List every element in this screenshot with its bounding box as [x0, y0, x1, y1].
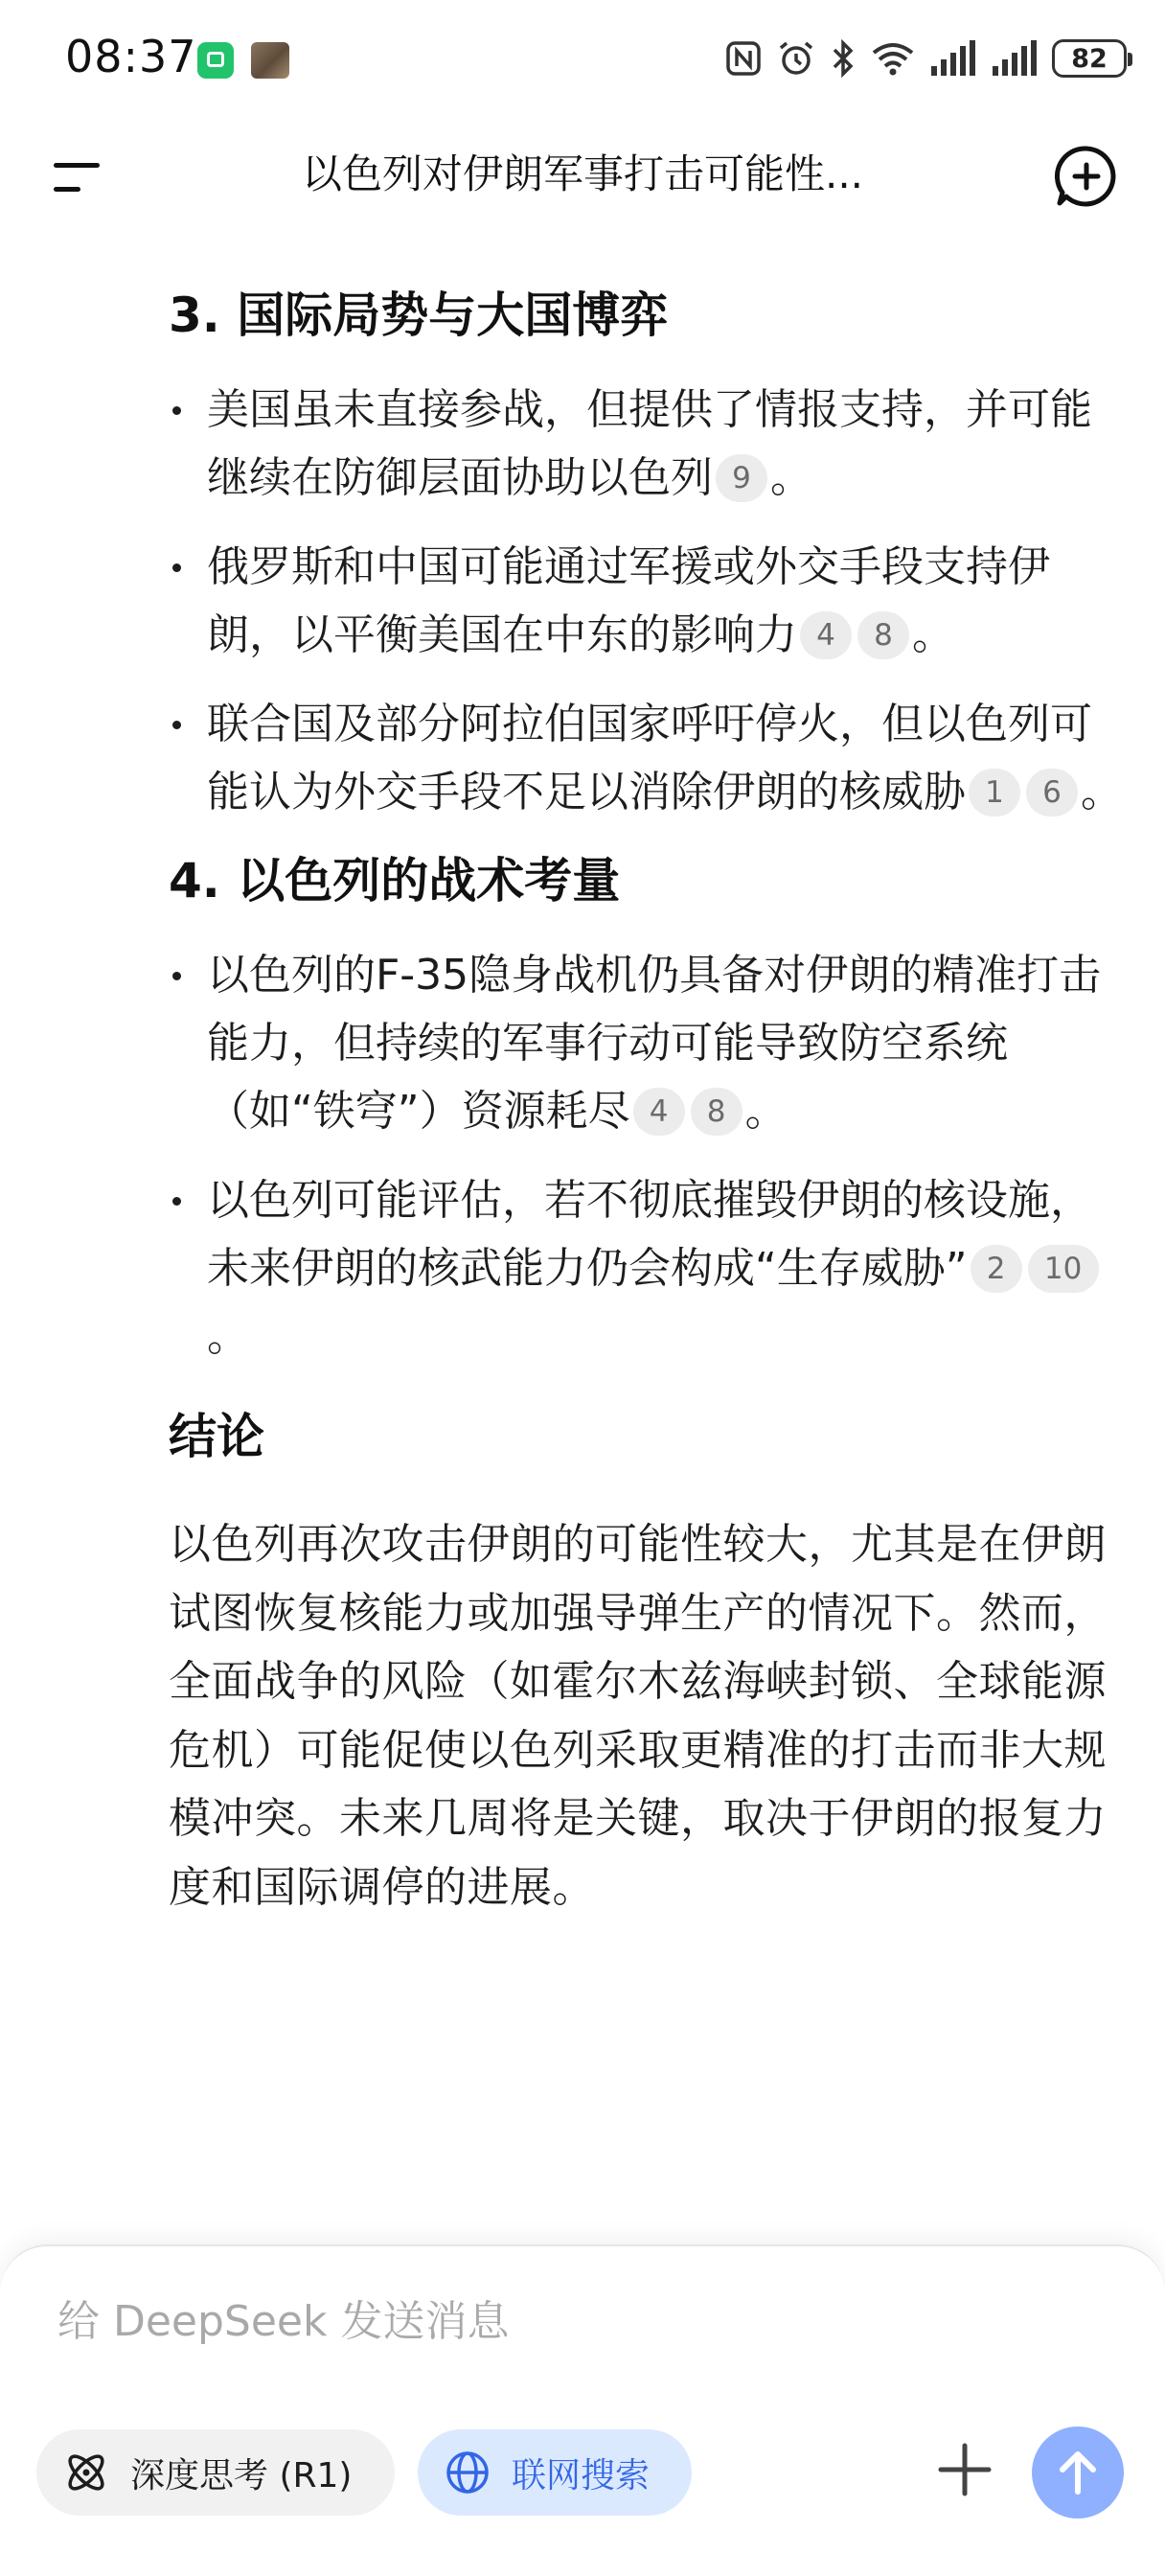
- bullet-list: [169, 376, 1127, 826]
- bullet-end-punctuation: 。: [744, 1087, 788, 1136]
- signal-strength-icon-2: [991, 39, 1039, 78]
- battery-indicator: 82: [1052, 39, 1127, 78]
- input-panel: [0, 2244, 1165, 2576]
- send-button[interactable]: [1032, 2426, 1124, 2518]
- bluetooth-icon: [830, 38, 857, 79]
- bullet-text: 俄罗斯和中国可能通过军援或外交手段支持伊朗，以平衡美国在中东的影响力: [207, 542, 1050, 659]
- alarm-icon: [776, 38, 816, 79]
- bullet-item: [169, 941, 1127, 1145]
- citation-badge[interactable]: 4: [800, 611, 852, 659]
- conversation-title[interactable]: 以色列对伊朗军事打击可能性...: [301, 150, 864, 197]
- bullet-item: [169, 1166, 1127, 1370]
- photo-notification-icon: [251, 42, 289, 79]
- bullet-end-punctuation: 。: [770, 453, 812, 502]
- bullet-list: [169, 941, 1127, 1370]
- status-bar: [0, 0, 1165, 115]
- bullet-item: [169, 690, 1127, 826]
- bullet-text: 以色列的F-35隐身战机仍具备对伊朗的精准打击能力，但持续的军事行动可能导致防空系统（如“铁穹”）资源耗尽: [207, 951, 1102, 1136]
- bullet-text: 联合国及部分阿拉伯国家呼吁停火，但以色列可能认为外交手段不足以消除伊朗的核威胁: [207, 700, 1092, 816]
- atom-icon: [61, 2448, 111, 2497]
- bullet-end-punctuation: 。: [912, 610, 954, 659]
- citation-badge[interactable]: 10: [1028, 1245, 1099, 1293]
- conclusion-heading: 结论: [169, 1409, 264, 1464]
- citation-badge[interactable]: 8: [691, 1088, 742, 1136]
- new-chat-icon[interactable]: [1054, 144, 1119, 209]
- bullet-text: 美国虽未直接参战，但提供了情报支持，并可能继续在防御层面协助以色列: [207, 385, 1092, 502]
- deep-think-button[interactable]: [36, 2429, 395, 2516]
- bullet-item: [169, 376, 1127, 512]
- section-heading: 4. 以色列的战术考量: [169, 853, 621, 908]
- conclusion-text: 以色列再次攻击伊朗的可能性较大，尤其是在伊朗试图恢复核能力或加强导弹生产的情况下。然而，全面战争的风险（如霍尔木兹海峡封锁、全球能源危机）可能促使以色列采取更精准的打击而非大规模冲突。未来几周将是关键，取决于伊朗的报复力度和国际调停的进展。: [169, 1520, 1107, 1912]
- nfc-icon: [724, 39, 763, 78]
- web-search-button[interactable]: [418, 2429, 692, 2516]
- add-attachment-icon[interactable]: [931, 2436, 998, 2503]
- menu-icon[interactable]: [48, 151, 105, 201]
- citation-badge[interactable]: 4: [633, 1088, 685, 1136]
- signal-strength-icon: [929, 39, 977, 78]
- chat-header: [0, 115, 1165, 236]
- status-time: 08:37: [65, 31, 197, 82]
- citation-badge[interactable]: 8: [857, 611, 909, 659]
- web-search-label: 联网搜索: [512, 2455, 651, 2496]
- citation-badge[interactable]: 9: [716, 454, 767, 502]
- deep-think-label: 深度思考 (R1): [130, 2455, 353, 2496]
- wifi-icon: [870, 39, 916, 78]
- bullet-text: 以色列可能评估，若不彻底摧毁伊朗的核设施，未来伊朗的核武能力仍会构成“生存威胁”: [207, 1176, 1092, 1293]
- bullet-end-punctuation: 。: [1081, 768, 1123, 816]
- citation-badge[interactable]: 1: [969, 769, 1020, 816]
- message-input[interactable]: [57, 2292, 1016, 2350]
- citation-badge[interactable]: 2: [971, 1245, 1022, 1293]
- bullet-item: [169, 533, 1127, 669]
- assistant-message: [169, 261, 1127, 1921]
- bullet-end-punctuation: 。: [207, 1312, 249, 1361]
- globe-icon: [443, 2448, 492, 2497]
- citation-badge[interactable]: 6: [1026, 769, 1078, 816]
- wechat-notification-icon: [197, 42, 234, 79]
- section-heading: 3. 国际局势与大国博弈: [169, 288, 669, 343]
- arrow-up-icon: [1051, 2446, 1105, 2499]
- status-icons: [724, 34, 1127, 82]
